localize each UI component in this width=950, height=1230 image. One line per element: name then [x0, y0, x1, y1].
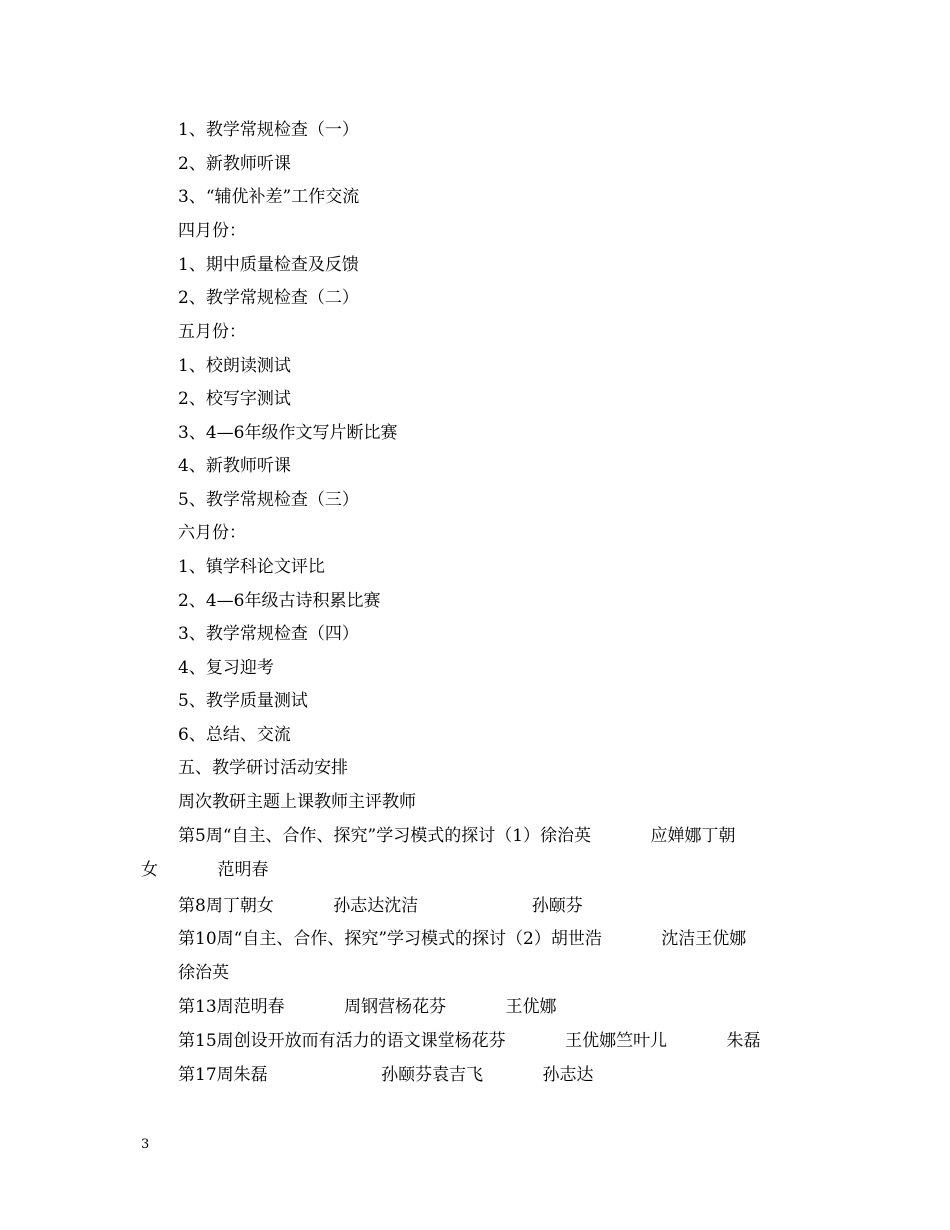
- schedule-row: 第13周范明春 周钢营杨花芬 王优娜: [178, 997, 557, 1017]
- text-line: 5、教学常规检查（三）: [178, 490, 359, 510]
- schedule-row: 第8周丁朝女 孙志达沈洁 孙颐芬: [178, 896, 583, 916]
- schedule-row: 第15周创设开放而有活力的语文课堂杨花芬 王优娜竺叶儿 朱磊: [178, 1031, 761, 1051]
- section-heading: 五月份：: [178, 322, 246, 342]
- page-number: 3: [141, 1137, 150, 1152]
- section-heading: 六月份：: [178, 523, 246, 543]
- schedule-row-continuation: 女 范明春: [141, 860, 269, 880]
- schedule-row: 第5周“自主、合作、探究”学习模式的探讨（1）徐治英 应婵娜丁朝: [178, 826, 736, 846]
- text-line: 2、4—6年级古诗积累比赛: [178, 591, 381, 611]
- text-line: 2、新教师听课: [178, 154, 291, 174]
- schedule-row-continuation: 徐治英: [178, 963, 229, 983]
- text-line: 3、“辅优补差”工作交流: [178, 187, 360, 207]
- text-line: 4、复习迎考: [178, 658, 274, 678]
- text-line: 1、校朗读测试: [178, 356, 291, 376]
- text-line: 5、教学质量测试: [178, 691, 308, 711]
- text-line: 4、新教师听课: [178, 456, 291, 476]
- schedule-header: 周次教研主题上课教师主评教师: [178, 792, 416, 812]
- text-line: 1、期中质量检查及反馈: [178, 255, 359, 275]
- text-line: 2、校写字测试: [178, 389, 291, 409]
- section-heading: 五、教学研讨活动安排: [178, 758, 348, 778]
- section-heading: 四月份：: [178, 221, 246, 241]
- text-line: 3、教学常规检查（四）: [178, 624, 359, 644]
- text-line: 3、4—6年级作文写片断比赛: [178, 423, 398, 443]
- schedule-row: 第10周“自主、合作、探究”学习模式的探讨（2）胡世浩 沈洁王优娜: [178, 929, 747, 949]
- schedule-row: 第17周朱磊 孙颐芬袁吉飞 孙志达: [178, 1065, 594, 1085]
- text-line: 1、教学常规检查（一）: [178, 120, 359, 140]
- text-line: 6、总结、交流: [178, 725, 291, 745]
- text-line: 2、教学常规检查（二）: [178, 288, 359, 308]
- text-line: 1、镇学科论文评比: [178, 557, 325, 577]
